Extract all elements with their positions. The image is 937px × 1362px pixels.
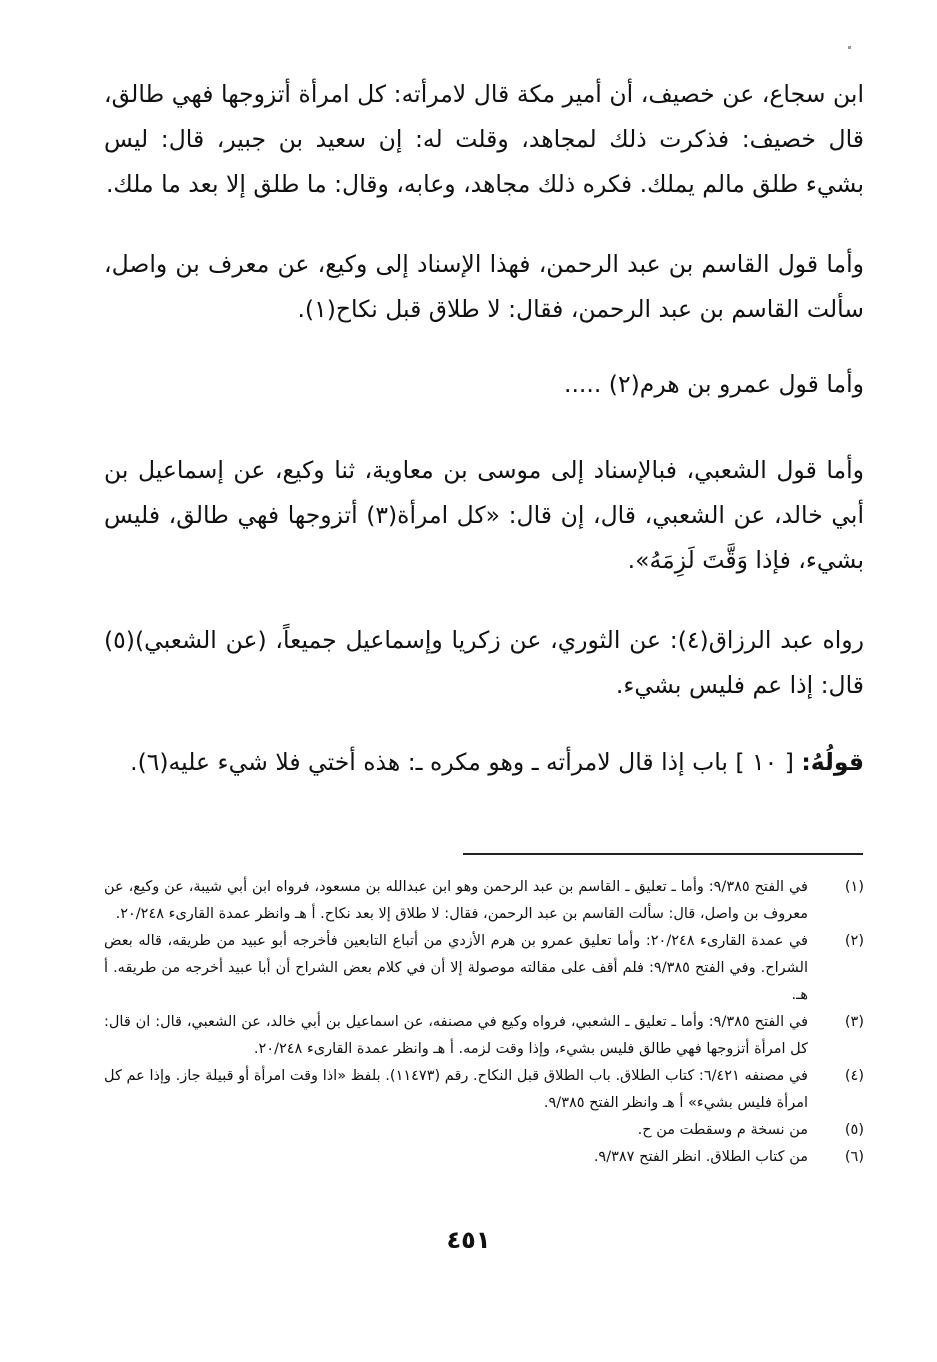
footnote-4	[104, 1063, 864, 1117]
footnote-number: (٦)	[844, 1149, 864, 1165]
footnotes-section	[104, 874, 864, 1171]
footnote-number: (٥)	[844, 1122, 864, 1138]
footnote-number: (٢)	[844, 933, 864, 949]
footnote-number: (٣)	[844, 1014, 864, 1030]
margin-mark	[848, 46, 851, 49]
heading-text: [ ١٠ ] باب إذا قال لامرأته ـ وهو مكره ـ: هذه أختي فلا شيء عليه(٦).	[130, 748, 794, 776]
footnote-text: في الفتح ٩/٣٨٥: وأما ـ تعليق ـ الشعبي، فرواه وكيع في مصنفه، عن اسماعيل بن أبي خالد، عن الشعبي، قال: ان قال: كل امرأة أتزوجها فهي طالق فليس بشيء، وإذا وقت لزمه. أ هـ وانظر عمدة القارىء ٢٠/٢٤٨.	[104, 1014, 808, 1057]
footnote-text: في الفتح ٩/٣٨٥: وأما ـ تعليق ـ القاسم بن عبد الرحمن وهو ابن عبدالله بن مسعود، فرواه ابن أبي شيبة، عن وكيع، عن معروف بن واصل، قال: سألت القاسم بن عبد الرحمن، فقال: لا طلاق إلا بعد نكاح. أ هـ وانظر عمدة القارىء ٢٠/٢٤٨.	[104, 879, 808, 922]
paragraph-2: وأما قول القاسم بن عبد الرحمن، فهذا الإسناد إلى وكيع، عن معرف بن واصل، سألت القاسم بن عبد الرحمن، فقال: لا طلاق قبل نكاح(١).	[104, 250, 864, 323]
footnote-6	[104, 1144, 864, 1171]
footnote-text: من نسخة م وسقطت من ح.	[637, 1122, 808, 1138]
footnote-text: من كتاب الطلاق. انظر الفتح ٩/٣٨٧.	[593, 1149, 808, 1165]
footnote-2	[104, 928, 864, 1009]
page-number: ٤٥١	[446, 1226, 491, 1254]
footnote-text: في عمدة القارىء ٢٠/٢٤٨: وأما تعليق عمرو بن هرم الأزدي من أتباع التابعين فأخرجه أبو عبيد من طريقه، قاله بعض الشراح. وفي الفتح ٩/٣٨٥: فلم أقف على مقالته موصولة إلا أن في كلام بعض الشراح أن أبا عبيد أخرجه من طريقه. أ هـ.	[104, 933, 808, 1003]
footnote-1	[104, 874, 864, 928]
footnote-divider	[463, 853, 863, 855]
footnote-5	[104, 1117, 864, 1144]
footnote-text: في مصنفه ٦/٤٢١: كتاب الطلاق. باب الطلاق قبل النكاح. رقم (١١٤٧٣). بلفظ «اذا وقت امرأة أو قبيلة جاز. وإذا عم كل امرأة فليس بشيء» أ هـ وانظر الفتح ٩/٣٨٥.	[104, 1068, 808, 1111]
chapter-heading	[104, 740, 864, 785]
footnote-number: (٤)	[844, 1068, 864, 1084]
footnote-number: (١)	[844, 879, 864, 895]
paragraph-3: وأما قول عمرو بن هرم(٢) .....	[563, 370, 864, 398]
paragraph-5: رواه عبد الرزاق(٤): عن الثوري، عن زكريا وإسماعيل جميعاً، (عن الشعبي)(٥) قال: إذا عم فليس بشيء.	[104, 626, 864, 699]
paragraph-4: وأما قول الشعبي، فبالإسناد إلى موسى بن معاوية، ثنا وكيع، عن إسماعيل بن أبي خالد، عن الشعبي، قال، إن قال: «كل امرأة(٣) أتزوجها فهي طالق، فليس بشيء، فإذا وَقَّتَ لَزِمَهُ».	[104, 456, 864, 574]
paragraph-1: ابن سجاع، عن خصيف، أن أمير مكة قال لامرأته: كل امرأة أتزوجها فهي طالق، قال خصيف: فذكرت ذلك لمجاهد، وقلت له: إن سعيد بن جبير، قال: ليس بشيء طلق مالم يملك. فكره ذلك مجاهد، وعابه، وقال: ما طلق إلا بعد ما ملك.	[104, 80, 864, 198]
footnote-3	[104, 1009, 864, 1063]
heading-label: قولُهُ:	[801, 748, 864, 776]
